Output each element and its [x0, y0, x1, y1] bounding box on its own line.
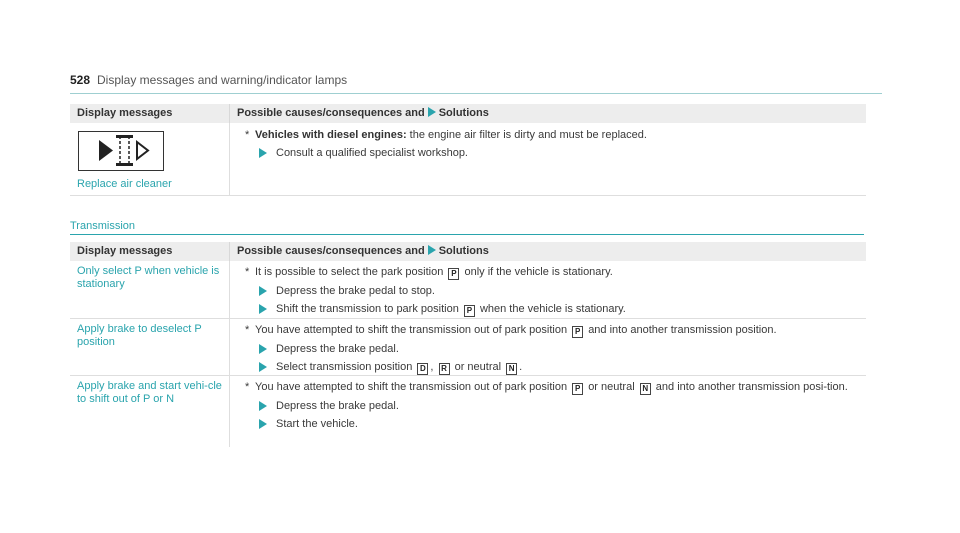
- solution-step: Start the vehicle.: [230, 413, 866, 431]
- table-row: [70, 375, 866, 447]
- park-position-icon: P: [448, 268, 459, 280]
- column-header-messages: Display messages: [70, 242, 230, 261]
- air-cleaner-table: [70, 104, 866, 196]
- step-arrow-icon: [259, 148, 267, 158]
- cause-text: * It is possible to select the park position P only if the vehicle is stationary.: [245, 266, 613, 278]
- section-title: Transmission: [70, 220, 864, 235]
- step-arrow-icon: [259, 401, 267, 411]
- solution-step: Depress the brake pedal.: [230, 395, 866, 413]
- solution-step: Select transmission position D , R or neutral N .: [230, 356, 866, 375]
- message-text: Apply brake and start vehi-cle to shift out of P or N: [77, 379, 222, 405]
- drive-position-icon: D: [417, 363, 428, 375]
- step-arrow-icon: [259, 286, 267, 296]
- step-arrow-icon: [259, 304, 267, 314]
- neutral-position-icon: N: [506, 363, 517, 375]
- solution-arrow-icon: [428, 245, 436, 255]
- solution-arrow-icon: [428, 107, 436, 117]
- page-header: [70, 73, 882, 94]
- reverse-position-icon: R: [439, 363, 450, 375]
- step-arrow-icon: [259, 419, 267, 429]
- step-arrow-icon: [259, 344, 267, 354]
- message-text: Apply brake to deselect P position: [77, 322, 202, 348]
- cause-detail: the engine air filter is dirty and must be replaced.: [406, 129, 647, 141]
- table-row: [70, 318, 866, 375]
- cause-text: * Vehicles with diesel engines: the engine air filter is dirty and must be replaced.: [245, 129, 647, 141]
- cause-text: * You have attempted to shift the transmission out of park position P or neutral N and into another transmission posi-tion.: [245, 380, 848, 393]
- neutral-position-icon: N: [640, 383, 651, 395]
- message-text: Only select P when vehicle is stationary: [77, 265, 220, 290]
- column-header-causes-text: Possible causes/consequences and: [237, 107, 425, 119]
- solution-step: Depress the brake pedal to stop.: [230, 280, 866, 298]
- step-arrow-icon: [259, 362, 267, 372]
- column-header-causes: Possible causes/consequences and Solutions: [230, 242, 867, 261]
- park-position-icon: P: [572, 383, 583, 395]
- transmission-table: [70, 242, 866, 447]
- cause-bold: Vehicles with diesel engines:: [255, 129, 407, 141]
- message-cell: [70, 123, 230, 195]
- solution-step: Shift the transmission to park position P when the vehicle is stationary.: [230, 298, 866, 317]
- park-position-icon: P: [572, 326, 583, 338]
- page-number: 528: [70, 73, 91, 87]
- column-header-causes: [230, 104, 867, 123]
- table-row: [70, 261, 866, 318]
- page-title: Display messages and warning/indicator lamps: [97, 73, 348, 87]
- cause-text: * You have attempted to shift the transmission out of park position P and into another transmission position.: [245, 323, 777, 336]
- air-filter-icon: [78, 131, 164, 171]
- solution-step: Depress the brake pedal.: [230, 338, 866, 356]
- solution-step: Consult a qualified specialist workshop.: [230, 142, 866, 160]
- cause-cell: [230, 123, 867, 195]
- column-header-solutions-text: Solutions: [438, 107, 489, 119]
- message-text: Replace air cleaner: [77, 178, 172, 190]
- column-header-messages: Display messages: [70, 104, 230, 123]
- park-position-icon: P: [464, 305, 475, 317]
